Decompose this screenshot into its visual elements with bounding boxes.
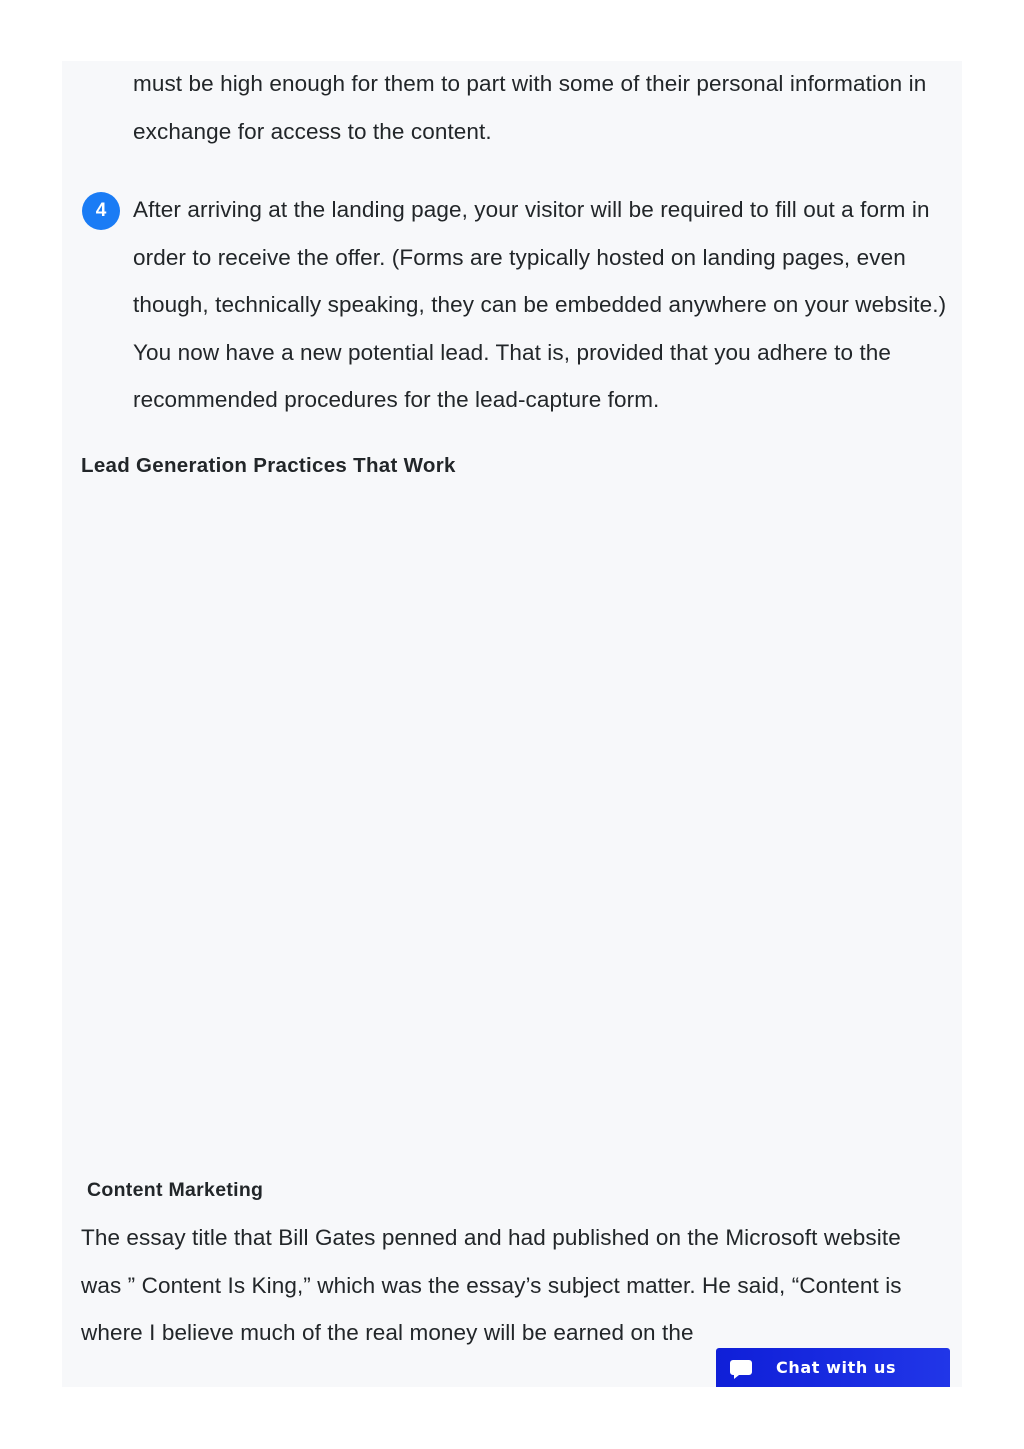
content-marketing-paragraph: The essay title that Bill Gates penned and had published on the Microsoft website was ” Content Is King,” which was the essay’s subject matter. He said, “Content is where I believe much of the real money will be earned on the <box>81 1225 902 1346</box>
article-card <box>62 61 962 1387</box>
chat-label: Chat with us <box>776 1358 897 1377</box>
chat-bubble-icon <box>729 1357 753 1381</box>
continued-paragraph: must be high enough for them to part with some of their personal information in exchange for access to the content. <box>133 71 927 144</box>
section-heading: Lead Generation Practices That Work <box>81 454 456 477</box>
step-number-badge: 4 <box>82 192 120 230</box>
chat-widget-button[interactable] <box>716 1348 950 1387</box>
content-marketing-heading: Content Marketing <box>87 1179 264 1201</box>
step-4-paragraph: After arriving at the landing page, your visitor will be required to fill out a form in order to receive the offer. (Forms are typically hosted on landing pages, even though, technically speaking, they can be embedded anywhere on your website.) You now have a new potential lead. That is, provided that you adhere to the recommended procedures for the lead-capture form. <box>133 197 947 413</box>
